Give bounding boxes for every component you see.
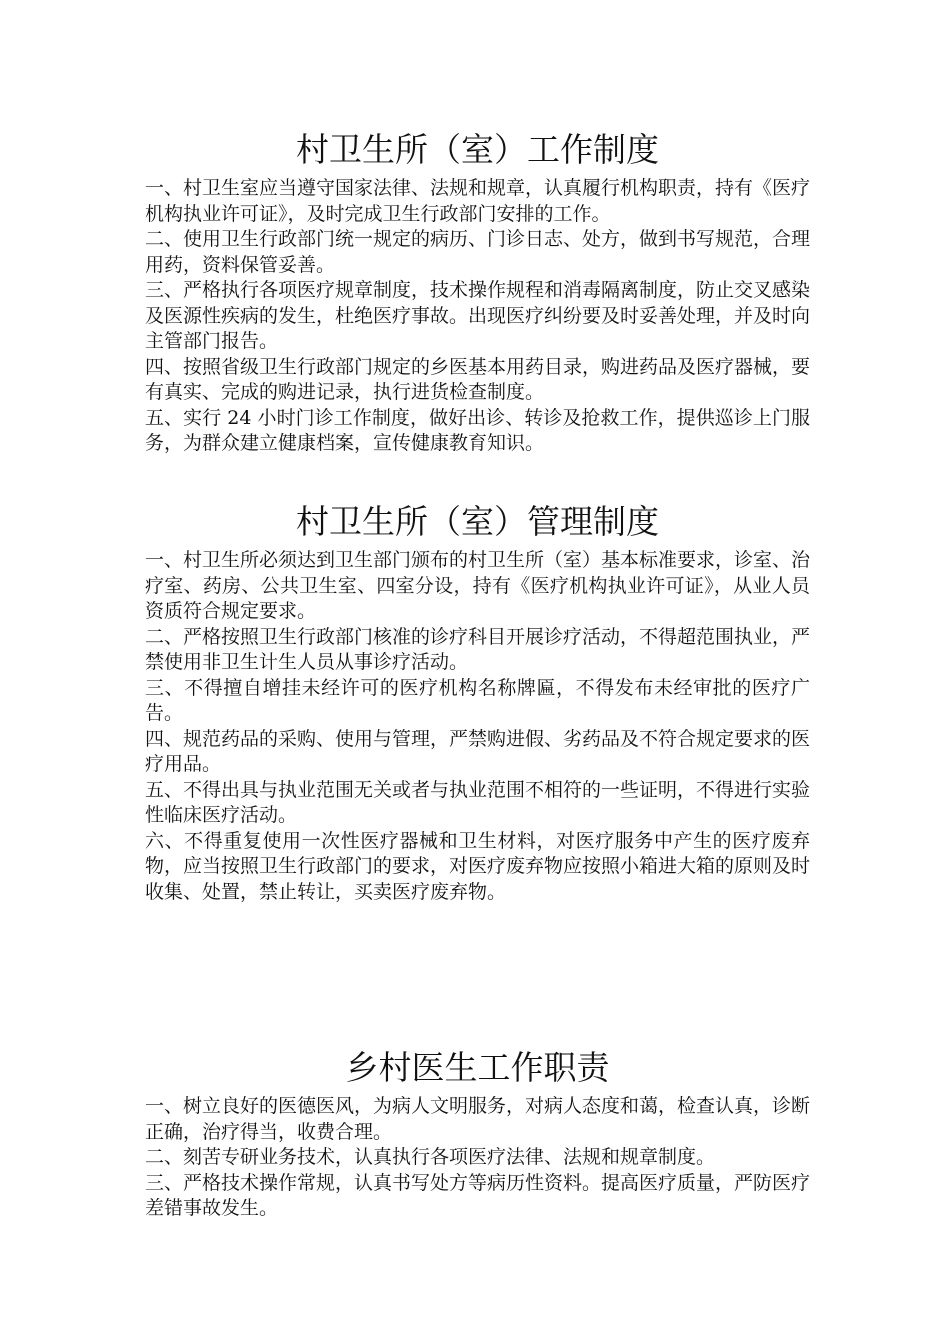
rule-paragraph: 二、严格按照卫生行政部门核准的诊疗科目开展诊疗活动，不得超范围执业，严禁使用非卫生计生人员从事诊疗活动。: [145, 625, 811, 673]
rule-paragraph: 三、严格执行各项医疗规章制度，技术操作规程和消毒隔离制度，防止交叉感染及医源性疾病的发生，杜绝医疗事故。出现医疗纠纷要及时妥善处理，并及时向主管部门报告。: [145, 279, 811, 352]
rule-paragraph: 二、使用卫生行政部门统一规定的病历、门诊日志、处方，做到书写规范，合理用药，资料保管妥善。: [145, 228, 811, 276]
rule-paragraph: 四、按照省级卫生行政部门规定的乡医基本用药目录，购进药品及医疗器械，要有真实、完成的购进记录，执行进货检查制度。: [145, 355, 811, 403]
rule-paragraph: 五、不得出具与执业范围无关或者与执业范围不相符的一些证明，不得进行实验性临床医疗活动。: [145, 778, 811, 826]
rule-paragraph: 五、实行 24 小时门诊工作制度，做好出诊、转诊及抢救工作，提供巡诊上门服务，为群众建立健康档案，宣传健康教育知识。: [145, 406, 810, 454]
section-management-rules: [145, 500, 810, 905]
rule-paragraph: 三、严格技术操作常规，认真书写处方等病历性资料。提高医疗质量，严防医疗差错事故发生。: [145, 1171, 811, 1219]
section-doctor-duties: [145, 1046, 810, 1222]
rule-paragraph: 三、不得擅自增挂未经许可的医疗机构名称牌匾，不得发布未经审批的医疗广告。: [145, 676, 810, 724]
rule-paragraph: 六、不得重复使用一次性医疗器械和卫生材料，对医疗服务中产生的医疗废弃物，应当按照卫生行政部门的要求，对医疗废弃物应按照小箱进大箱的原则及时收集、处置，禁止转让，买卖医疗废弃物。: [145, 829, 811, 903]
section-title: 村卫生所（室）管理制度: [296, 502, 659, 541]
rule-paragraph: 一、村卫生所必须达到卫生部门颁布的村卫生所（室）基本标准要求，诊室、治疗室、药房、公共卫生室、四室分设，持有《医疗机构执业许可证》，从业人员资质符合规定要求。: [145, 549, 811, 622]
section-title: 乡村医生工作职责: [345, 1048, 610, 1087]
rule-paragraph: 一、村卫生室应当遵守国家法律、法规和规章，认真履行机构职责，持有《医疗机构执业许可证》，及时完成卫生行政部门安排的工作。: [145, 177, 811, 225]
rule-paragraph: 二、刻苦专研业务技术，认真执行各项医疗法律、法规和规章制度。: [145, 1146, 716, 1168]
section-work-rules: [145, 128, 810, 457]
rule-paragraph: 四、规范药品的采购、使用与管理，严禁购进假、劣药品及不符合规定要求的医疗用品。: [145, 727, 811, 775]
rule-paragraph: 一、树立良好的医德医风，为病人文明服务，对病人态度和蔼，检查认真，诊断正确，治疗得当，收费合理。: [145, 1095, 811, 1143]
section-title: 村卫生所（室）工作制度: [296, 130, 659, 169]
